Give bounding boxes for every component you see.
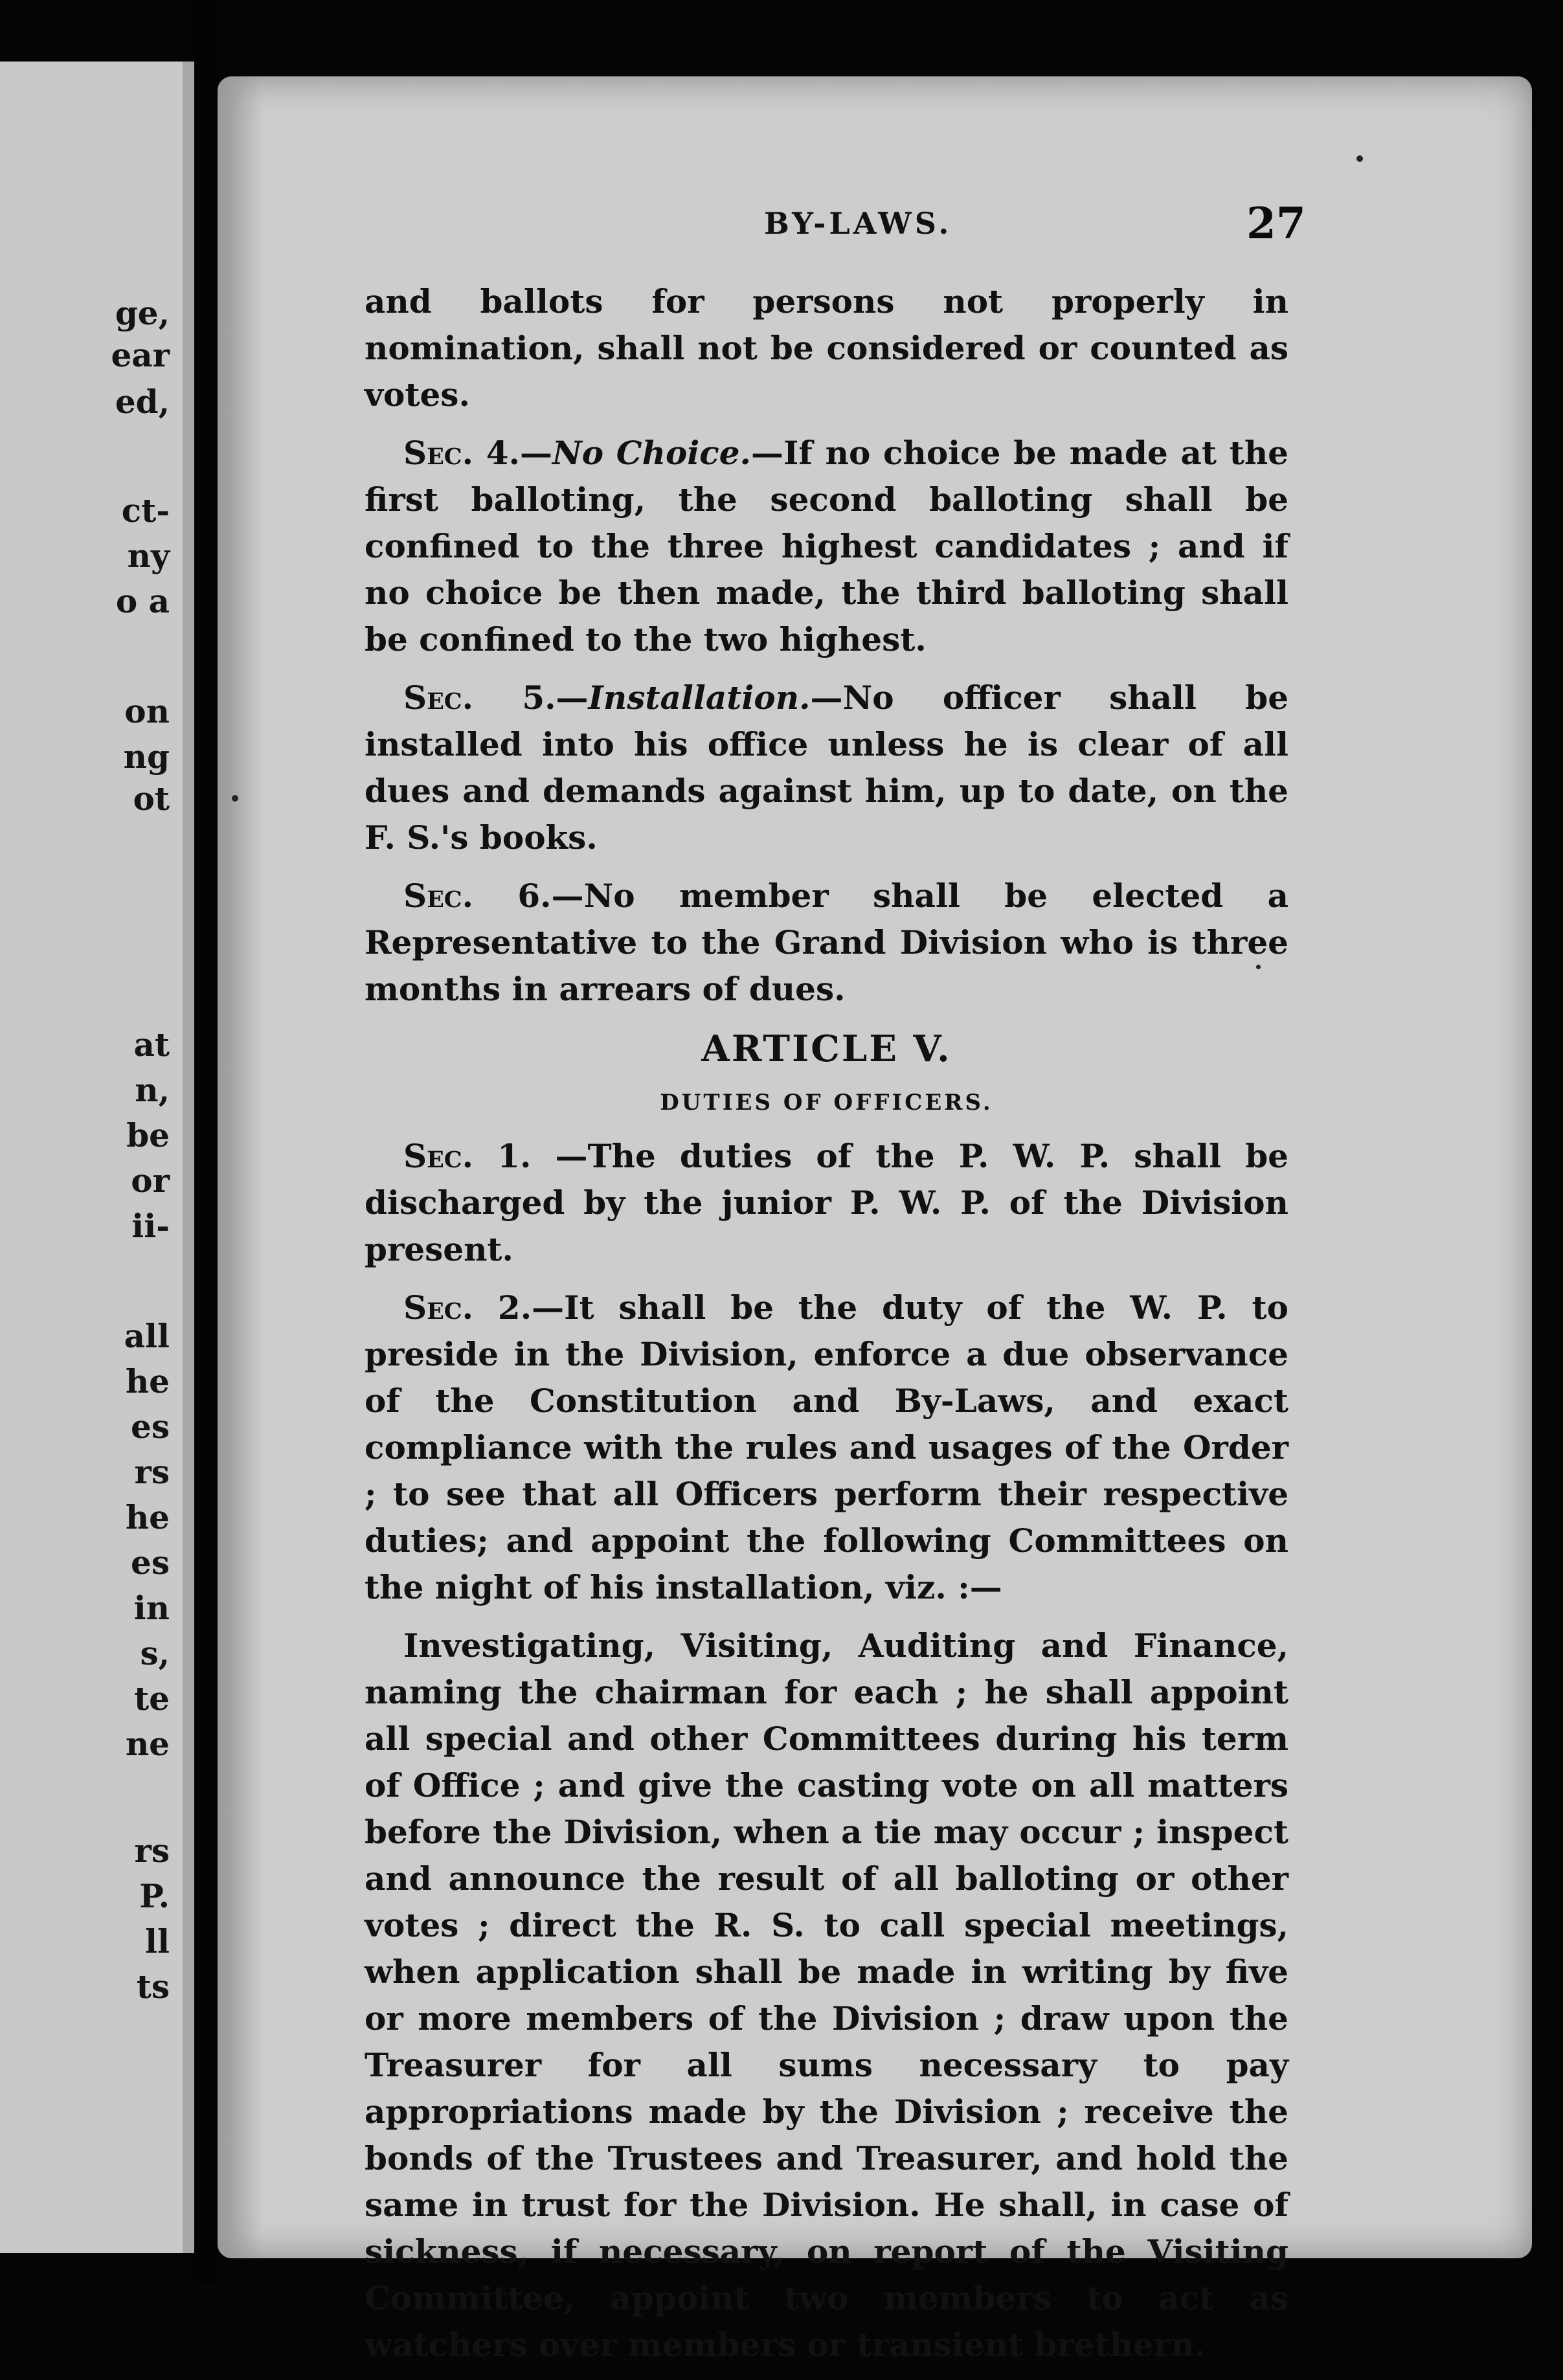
section-text: —No officer shall be installed into his office unless he is clear of all dues and demands against him, up to date, on the F. S.'s books. [365,679,1289,857]
running-head: BY-LAWS. [764,206,952,241]
page-body [365,278,1288,2380]
section-text: —If no choice be made at the first balloting, the second balloting shall be confined to the three highest candidates ; and if no choice be then made, the third balloting shall be confined to the two highest. [365,434,1288,658]
left-page-fragment: rs [134,1832,170,1870]
page-edge [183,62,194,2253]
left-page-fragment: rs [134,1453,170,1491]
left-page-fragment: ear [111,336,170,374]
article-title: ARTICLE V. [701,1027,952,1070]
left-page-fragment: ts [136,1968,170,2006]
page-number: 27 [1246,198,1306,249]
left-page-fragment: ny [127,537,170,575]
paragraph-continuation: and ballots for persons not properly in nomination, shall not be considered or counted as votes. [365,282,1288,414]
section-6 [365,873,1288,1013]
left-page-fragment: te [134,1679,170,1718]
left-page-fragment: in [133,1589,170,1627]
article-section-2 [365,1285,1288,1611]
section-label: Sec. 4.— [403,434,552,472]
article-section-1 [365,1133,1288,1273]
left-page-fragment: ne [125,1725,170,1763]
left-page-fragment: ed, [115,383,170,421]
left-page-fragment: ge, [115,294,170,332]
left-page-fragment: ng [123,737,170,776]
left-page-fragment: n, [135,1071,170,1109]
left-page-fragment: ll [145,1922,170,1960]
section-5 [365,675,1288,861]
section-label: Sec. 2. [403,1288,532,1327]
page-curl-shadow [218,76,263,2258]
left-page-fragment: ot [133,780,170,818]
left-page-fragment: s, [140,1634,170,1672]
left-page-fragment: at [133,1026,170,1064]
ink-speck [1356,155,1363,162]
section-text: —The duties of the P. W. P. shall be discharged by the junior P. W. P. of the Division present. [365,1137,1288,1268]
section-label: Sec. 5.— [403,679,589,717]
left-page-fragment: be [126,1116,170,1154]
section-title: No Choice. [552,434,751,472]
section-title: Installation. [588,679,811,717]
left-page-fragment: he [125,1362,170,1400]
left-page-fragment: o a [115,582,170,620]
left-page-fragment: es [131,1544,170,1582]
article-subtitle: DUTIES OF OFFICERS. [660,1090,993,1116]
ink-speck [1256,965,1261,969]
left-page-fragment: he [125,1498,170,1536]
book-gutter [194,0,218,2284]
section-label: Sec. 1. [403,1137,532,1175]
section-text: —It shall be the duty of the W. P. to preside in the Division, enforce a due observance of the Constitution and By-Laws, and exact compliance with the rules and usages of the Order ; to see that all Officers perform their respective duties; and appoint the following Committees on the night of his installation, viz. :— [365,1288,1288,1606]
ink-speck [232,795,238,802]
section-4 [365,430,1288,663]
left-page-fragment: all [124,1317,170,1355]
left-page-fragment: or [131,1162,170,1200]
previous-page-fragment [0,62,194,2253]
left-page-fragment: es [131,1408,170,1446]
section-text: —No member shall be elected a Representative to the Grand Division who is three months in arrears of dues. [365,877,1288,1008]
section-label: Sec. 6. [403,877,552,915]
left-page-fragment: P. [139,1877,170,1915]
left-page-fragment: on [124,692,170,730]
paragraph-duties-list: Investigating, Visiting, Auditing and Finance, naming the chairman for each ; he shall appoint all special and other Committees during his term of Office ; and give the casting vote on all matters before the Division, when a tie may occur ; inspect and announce the result of all balloting or other votes ; direct the R. S. to call special meetings, when application shall be made in writing by five or more members of the Division ; draw upon the Treasurer for all sums necessary to pay appropriations made by the Division ; receive the bonds of the Trustees and Treasurer, and hold the same in trust for the Division. He shall, in case of sickness, if necessary, on report of the Visiting Committee, appoint two members to act as watchers over members or transient brethern. [365,1626,1288,2364]
left-page-fragment: ct- [121,491,170,530]
left-page-fragment: ii- [131,1207,170,1245]
